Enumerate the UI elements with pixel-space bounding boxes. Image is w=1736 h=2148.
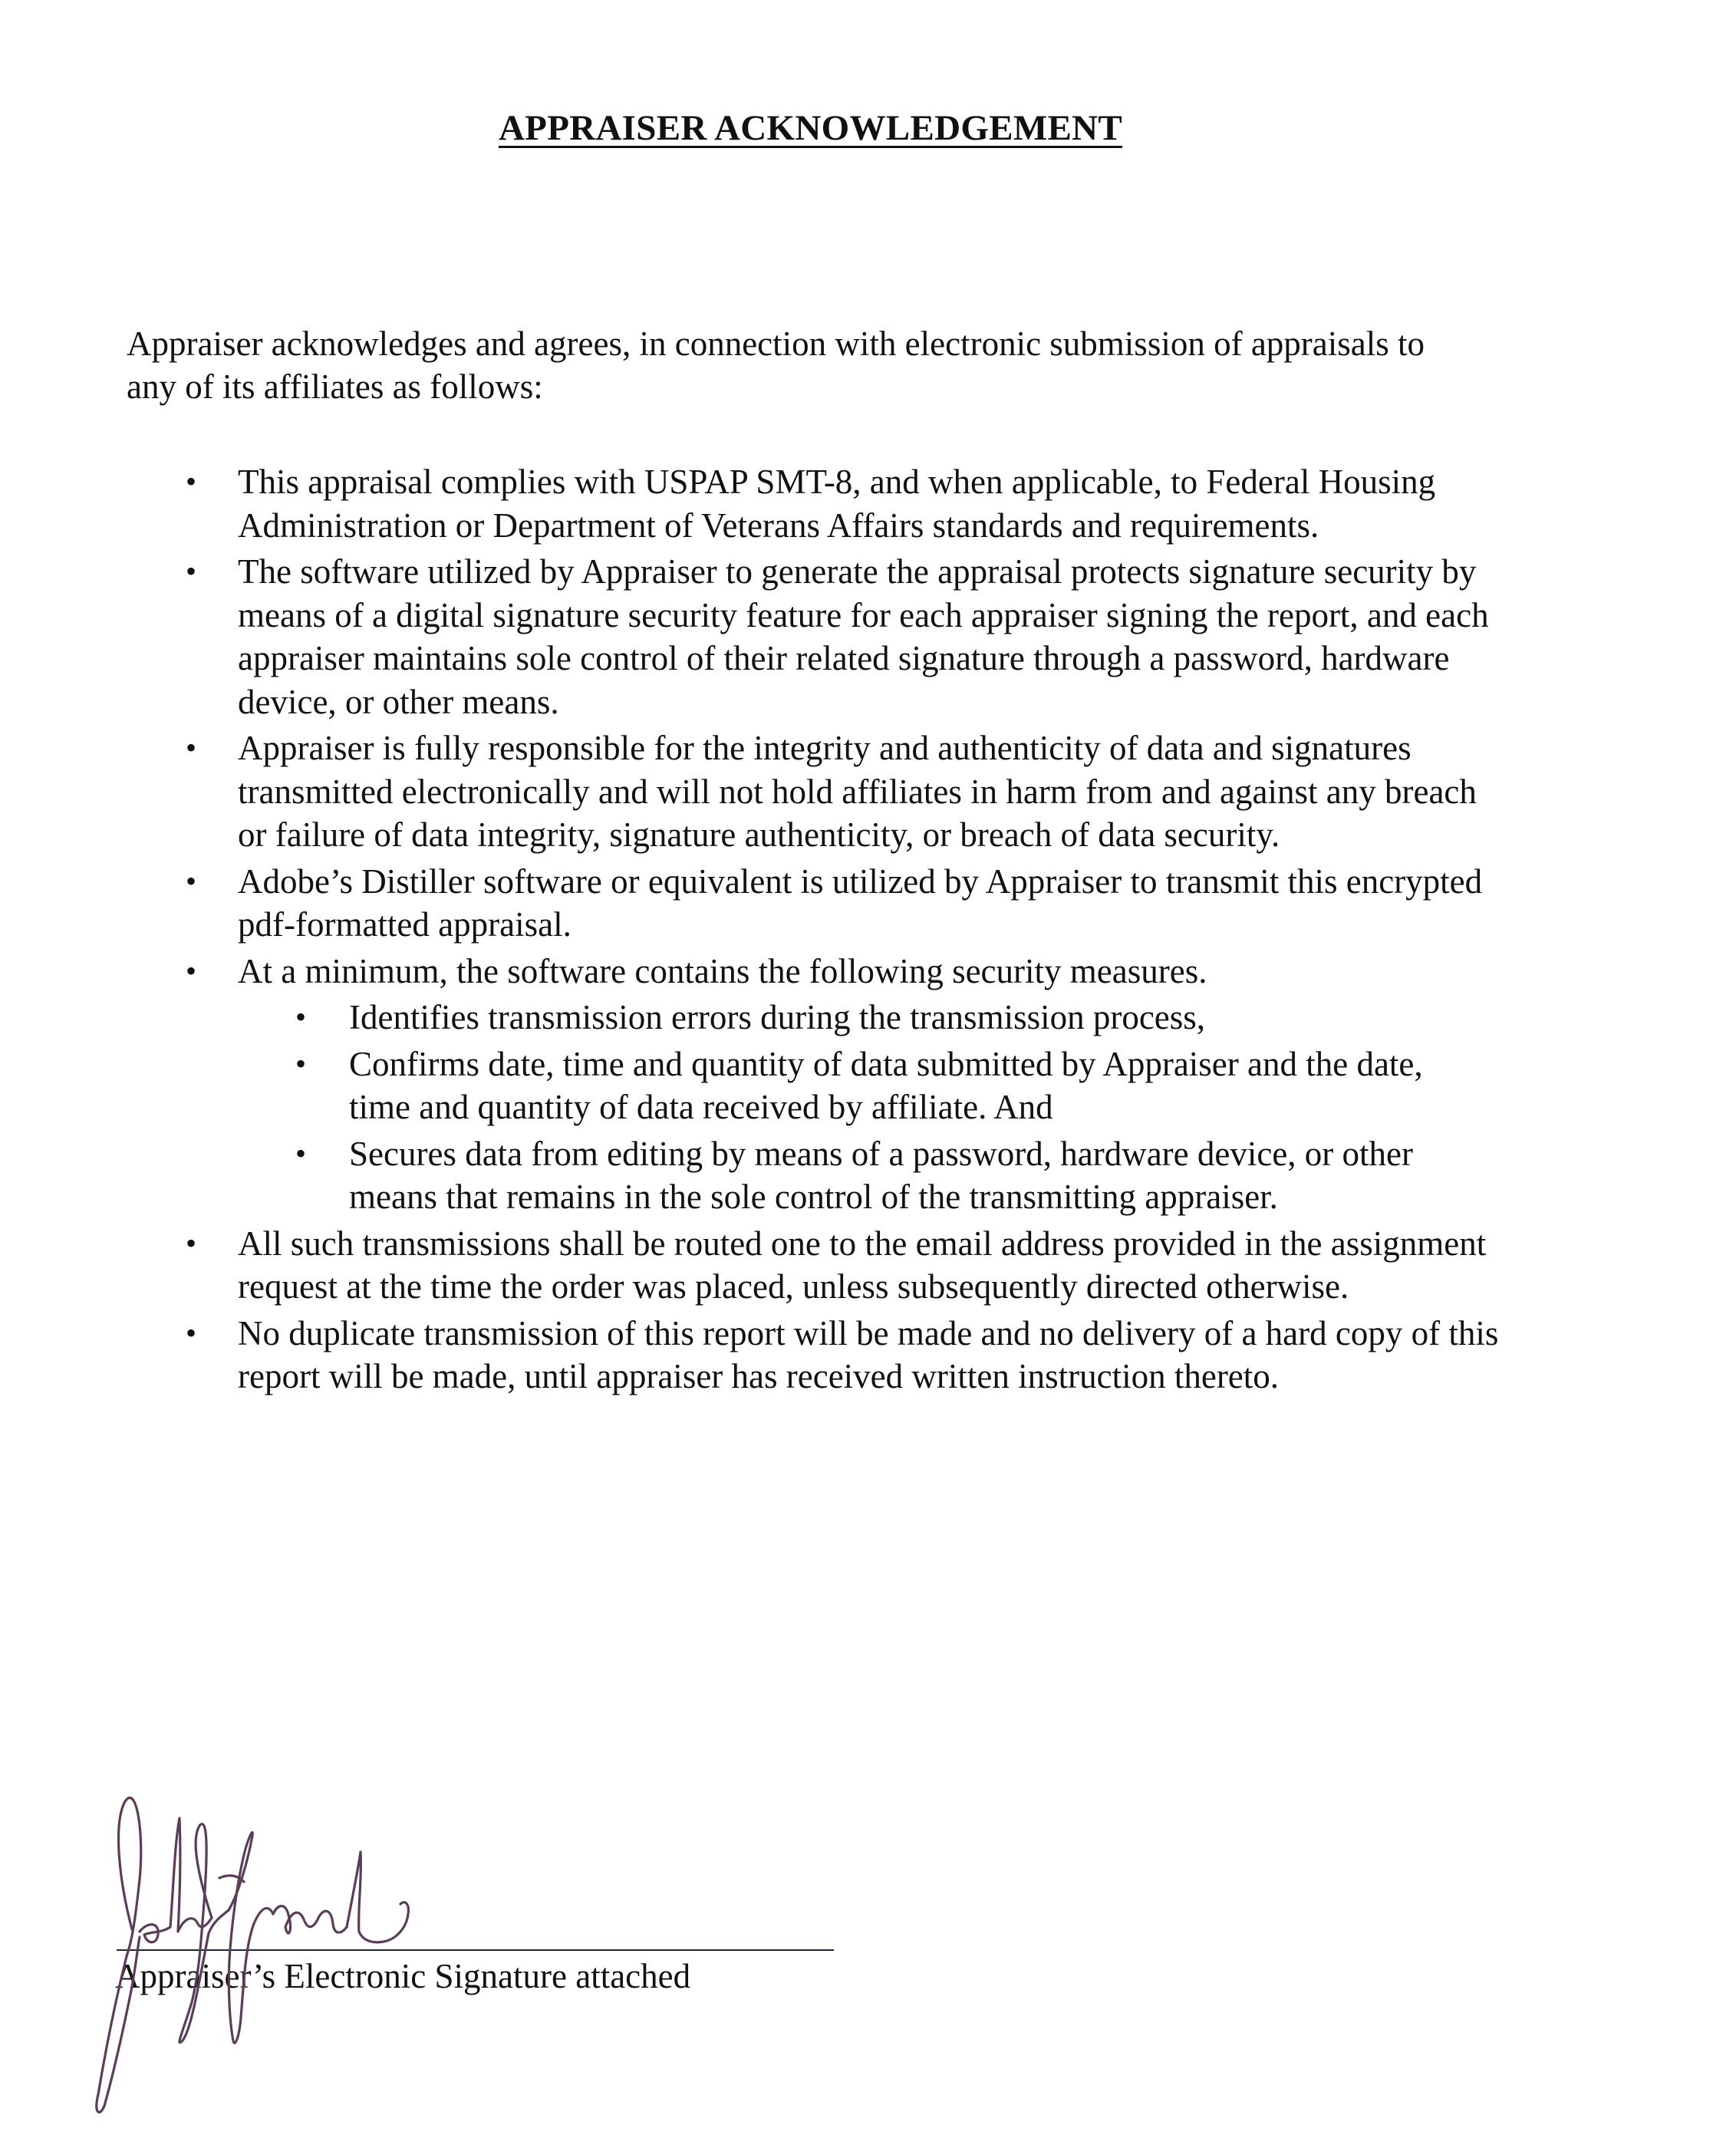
list-item	[0, 1222, 1504, 1309]
bullet-icon: •	[186, 1315, 197, 1350]
acknowledgement-list	[0, 460, 1736, 1402]
signature-stroke	[229, 1833, 273, 2044]
bullet-icon: •	[186, 953, 197, 988]
sub-list-item	[0, 1043, 1484, 1129]
list-item-text: This appraisal complies with USPAP SMT-8, and when applicable, to Federal Housing Administration or Department of Veterans Affairs standards and requirements.	[238, 463, 1436, 545]
list-item	[0, 860, 1504, 947]
signature-label: Appraiser’s Electronic Signature attached	[115, 1957, 691, 1995]
list-item-text: No duplicate transmission of this report will be made and no delivery of a hard copy of this report will be made, until appraiser has received written instruction thereto.	[238, 1313, 1499, 1395]
handwritten-signature	[77, 1726, 921, 2125]
bullet-icon: •	[186, 730, 197, 765]
bullet-icon: •	[295, 1046, 307, 1081]
bullet-icon: •	[186, 554, 197, 588]
list-item-text: Appraiser is fully responsible for the integrity and authenticity of data and signatures transmitted electronically and will not hold affiliates in harm from and against any breach or failure of data integrity, signature authenticity, or breach of data security.	[238, 729, 1477, 854]
intro-paragraph: Appraiser acknowledges and agrees, in connection with electronic submission of appraisals to any of its affiliates as follows:	[127, 325, 1425, 406]
bullet-icon: •	[186, 464, 197, 499]
bullet-icon: •	[186, 863, 197, 898]
list-item-text: Adobe’s Distiller software or equivalent is utilized by Appraiser to transmit this encrypted pdf-formatted appraisal.	[238, 862, 1483, 944]
signature-stroke	[97, 1798, 141, 2113]
list-item	[0, 726, 1504, 857]
list-item-text: Secures data from editing by means of a password, hardware device, or other means that remains in the sole control of the transmitting appraiser.	[349, 1134, 1414, 1216]
signature-stroke	[180, 1824, 229, 2043]
list-item	[0, 1312, 1504, 1399]
list-item	[0, 460, 1504, 547]
list-item-text: All such transmissions shall be routed one to the email address provided in the assignment request at the time the order was placed, unless subsequently directed otherwise.	[238, 1224, 1487, 1306]
list-item-text: Identifies transmission errors during the transmission process,	[349, 998, 1206, 1036]
list-item	[0, 950, 1504, 993]
bullet-icon: •	[295, 1135, 307, 1171]
sub-list-item	[0, 996, 1484, 1039]
list-item	[0, 550, 1504, 723]
list-item-text: The software utilized by Appraiser to generate the appraisal protects signature security by means of a digital signature security feature for each appraiser signing the report, and each appraiser maintains sole control of their related signature through a password, hardware device, or other means.	[238, 552, 1489, 721]
bullet-icon: •	[186, 1225, 197, 1260]
list-item-text: Confirms date, time and quantity of data submitted by Appraiser and the date, time and quantity of data received by affiliate. And	[349, 1044, 1423, 1126]
sub-list-item	[0, 1132, 1484, 1219]
bullet-icon: •	[295, 1000, 307, 1034]
list-item-text: At a minimum, the software contains the following security measures.	[238, 951, 1207, 990]
document-title: APPRAISER ACKNOWLEDGEMENT	[498, 108, 1123, 148]
signature-stroke	[347, 1852, 408, 1942]
